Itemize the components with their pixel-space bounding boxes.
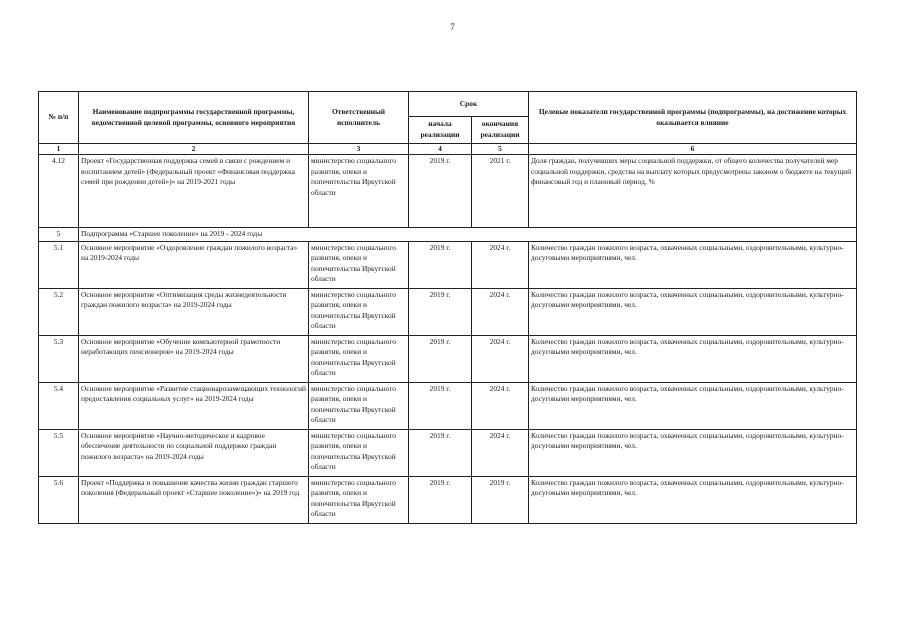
row-num: 5.1 [39, 241, 79, 288]
row-name: Основное мероприятие «Научно-методическое и кадровое обеспечение деятельности по социальной поддержке граждан пожилого возраста» на 2019-2024 годы [79, 429, 309, 476]
column-number: 5 [472, 144, 529, 155]
column-number: 3 [309, 144, 409, 155]
section-num: 5 [39, 228, 79, 242]
row-end: 2024 г. [472, 241, 529, 288]
table-row [39, 288, 857, 335]
table-row [39, 429, 857, 476]
program-table [38, 91, 857, 524]
header-end: окончания реализации [472, 117, 529, 144]
row-name: Основное мероприятие «Оптимизация среды жизнедеятельности граждан пожилого возраста» на 2019-2024 годы [79, 288, 309, 335]
row-num: 5.2 [39, 288, 79, 335]
header-num: № п/п [39, 92, 79, 144]
row-name: Основное мероприятие «Развитие стационарозамещающих технологий предоставления социальных услуг» на 2019-2024 годы [79, 382, 309, 429]
header-name: Наименование подпрограммы государственной программы, ведомственной целевой программы, основного мероприятия [79, 92, 309, 144]
column-number: 6 [529, 144, 857, 155]
row-num: 5.6 [39, 476, 79, 523]
row-indicator: Количество граждан пожилого возраста, охваченных социальными, оздоровительными, культурно-досуговыми мероприятиями, чел. [529, 429, 857, 476]
column-number-row [39, 144, 857, 155]
page-number: 7 [450, 22, 455, 32]
row-executor: министерство социального развития, опеки и попечительства Иркутской области [309, 335, 409, 382]
row-indicator: Количество граждан пожилого возраста, охваченных социальными, оздоровительными, культурно-досуговыми мероприятиями, чел. [529, 476, 857, 523]
row-name: Основное мероприятие «Обучение компьютерной грамотности неработающих пенсионеров» на 2019-2024 годы [79, 335, 309, 382]
table-row [39, 155, 857, 228]
column-number: 4 [409, 144, 472, 155]
row-executor: министерство социального развития, опеки и попечительства Иркутской области [309, 288, 409, 335]
row-start: 2019 г. [409, 476, 472, 523]
row-start: 2019 г. [409, 429, 472, 476]
row-indicator: Доля граждан, получивших меры социальной поддержки, от общего количества получателей мер социальной поддержки, средства на выплату которых предусмотрены законом о бюджете на текущий финансовый год и плановый период, % [529, 155, 857, 228]
header-term: Срок [409, 92, 529, 117]
header-executor: Ответственный исполнитель [309, 92, 409, 144]
section-row [39, 228, 857, 242]
row-num: 4.12 [39, 155, 79, 228]
header-indicators: Целевые показатели государственной программы (подпрограммы), на достижение которых оказывается влияние [529, 92, 857, 144]
table-row [39, 241, 857, 288]
column-number: 2 [79, 144, 309, 155]
section-title: Подпрограмма «Старшее поколение» на 2019 - 2024 годы [79, 228, 857, 242]
row-executor: министерство социального развития, опеки и попечительства Иркутской области [309, 382, 409, 429]
row-end: 2024 г. [472, 335, 529, 382]
table-row [39, 335, 857, 382]
row-indicator: Количество граждан пожилого возраста, охваченных социальными, оздоровительными, культурно-досуговыми мероприятиями, чел. [529, 241, 857, 288]
table-row [39, 476, 857, 523]
row-start: 2019 г. [409, 155, 472, 228]
table-row [39, 382, 857, 429]
row-name: Основное мероприятие «Оздоровление граждан пожилого возраста» на 2019-2024 годы [79, 241, 309, 288]
row-end: 2019 г. [472, 476, 529, 523]
row-num: 5.3 [39, 335, 79, 382]
row-num: 5.4 [39, 382, 79, 429]
column-number: 1 [39, 144, 79, 155]
row-start: 2019 г. [409, 335, 472, 382]
row-name: Проект «Поддержка и повышение качества жизни граждан старшего поколения (Федеральный проект «Старшее поколение»)» на 2019 год [79, 476, 309, 523]
row-num: 5.5 [39, 429, 79, 476]
row-end: 2024 г. [472, 382, 529, 429]
row-name: Проект «Государственная поддержка семей в связи с рождением и воспитанием детей» (Федеральный проект «Финансовая поддержка семей при рождении детей»)» на 2019-2021 годы [79, 155, 309, 228]
row-start: 2019 г. [409, 288, 472, 335]
row-end: 2024 г. [472, 429, 529, 476]
row-end: 2024 г. [472, 288, 529, 335]
header-start: начала реализации [409, 117, 472, 144]
row-executor: министерство социального развития, опеки и попечительства Иркутской области [309, 476, 409, 523]
row-start: 2019 г. [409, 241, 472, 288]
row-start: 2019 г. [409, 382, 472, 429]
row-executor: министерство социального развития, опеки и попечительства Иркутской области [309, 429, 409, 476]
row-end: 2021 г. [472, 155, 529, 228]
row-executor: министерство социального развития, опеки и попечительства Иркутской области [309, 241, 409, 288]
row-indicator: Количество граждан пожилого возраста, охваченных социальными, оздоровительными, культурно-досуговыми мероприятиями, чел. [529, 382, 857, 429]
row-indicator: Количество граждан пожилого возраста, охваченных социальными, оздоровительными, культурно-досуговыми мероприятиями, чел. [529, 288, 857, 335]
row-executor: министерство социального развития, опеки и попечительства Иркутской области [309, 155, 409, 228]
row-indicator: Количество граждан пожилого возраста, охваченных социальными, оздоровительными, культурно-досуговыми мероприятиями, чел. [529, 335, 857, 382]
